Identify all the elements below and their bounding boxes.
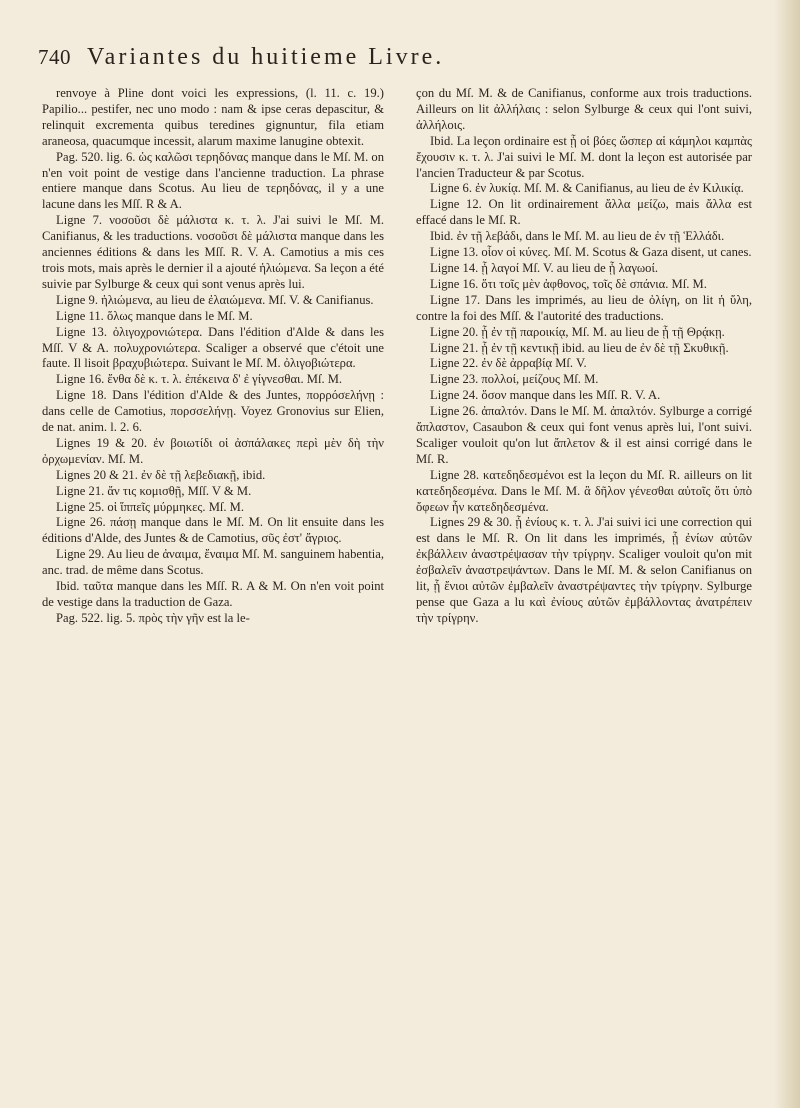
variant-note: Pag. 520. lig. 6. ὡς καλῶσι τερηδόνας manque dans le Mſ. M. on n'en voit point de vestige dans l'ancienne traduction. La phrase entiere manque dans Scotus. Au lieu de τερηδόνας, il y a une lacune dans les Mſſ. R & A. xyxy=(42,149,384,212)
variant-note: Ligne 12. On lit ordinairement ἄλλα μείζω, mais ἄλλα est effacé dans le Mſ. R. xyxy=(416,197,752,228)
variant-note: Ibid. ταῦτα manque dans les Mſſ. R. A & M. On n'en voit point de vestige dans la traduction de Gaza. xyxy=(42,579,384,609)
variant-note: Ligne 24. ὅσον manque dans les Mſſ. R. V. A. xyxy=(430,388,661,403)
variant-note: Ligne 9. ἡλιώμενα, au lieu de ἐλαιώμενα. Mſ. V. & Canifianus. xyxy=(56,292,374,307)
variant-note: Ligne 29. Au lieu de ἀναιμα, ἔναιμα Mſ. M. sanguinem habentia, anc. trad. de même dans Scotus. xyxy=(42,547,384,578)
variant-note: Lignes 19 & 20. ἐν βοιωτίδι οἱ ἀσπάλακες περὶ μὲν δὴ τὴν ὀρχωμενίαν. Mſ. M. xyxy=(42,435,384,466)
running-title: Variantes du huitieme Livre. xyxy=(87,44,445,70)
variant-note: Ligne 23. πολλοί, μείζους Mſ. M. xyxy=(430,372,599,387)
page-header xyxy=(38,44,758,78)
variant-note: Ligne 18. Dans l'édition d'Alde & des Juntes, πορρόσελήνῃ : dans celle de Camotius, πορσσελήνῃ. Voyez Gronovius sur Elien, de nat. anim. l. 2. 6. xyxy=(42,388,384,435)
variant-note: Ligne 11. ὅλως manque dans le Mſ. M. xyxy=(56,308,253,323)
variant-note: Ligne 21. ᾗ ἐν τῇ κεντικῇ ibid. au lieu de ἐν δὲ τῇ Σκυθικῇ. xyxy=(430,340,729,355)
variant-note: Ligne 26. ἀπαλτόν. Dans le Mſ. M. ἀπαλτόν. Sylburge a corrigé ἄπλαστον, Casaubon & ceux qui font venus après lui, l'ont suivi. Scaliger vouloit qu'on lut ἄπλετον & il est ainsi corrigé dans le Mſ. R. xyxy=(416,404,752,466)
variant-note: Ligne 16. ἔνθα δὲ κ. τ. λ. ἐπέκεινα δ' ἐ γίγνεσθαι. Mſ. M. xyxy=(56,372,343,387)
variant-note: Ligne 13. ὀλιγοχρονιώτερα. Dans l'édition d'Alde & dans les Mſſ. V & A. πολυχρονιώτερα. Scaliger a observé que c'étoit une faute. Il lisoit βραχυβιώτερα. Suivant le Mſ. M. ὀλιγοβιώτερα. xyxy=(42,324,384,371)
variant-note: Ligne 13. οἷον οἱ κύνες. Mſ. M. Scotus & Gaza disent, ut canes. xyxy=(430,245,752,260)
variant-note: Ligne 20. ᾗ ἐν τῇ παροικίᾳ, Mſ. M. au lieu de ᾗ τῇ Θρᾴκῃ. xyxy=(430,324,725,339)
page-number: 740 xyxy=(38,45,71,69)
variant-note: Ligne 22. ἐν δὲ ἀρραβίᾳ Mſ. V. xyxy=(430,356,587,371)
page-edge-shadow xyxy=(774,0,800,1108)
variant-note: Ligne 14. ᾗ λαγοί Mſ. V. au lieu de ᾗ λαγωοί. xyxy=(430,260,659,275)
variant-note: Ligne 6. ἐν λυκίᾳ. Mſ. M. & Canifianus, au lieu de ἐν Κιλικίᾳ. xyxy=(430,181,744,196)
variant-note: renvoye à Pline dont voici les expressions, (l. 11. c. 19.) Papilio... pestifer, nec uno modo : nam & ipse ceras depascitur, & relinquit excrementa quibus teredines gignuntur, fila etiam araneosa, quacumque incessit, alarum maxime lanugine obtexit. xyxy=(42,86,384,148)
right-column xyxy=(416,86,752,1086)
variant-note: Lignes 20 & 21. ἐν δὲ τῇ λεβεδιακῇ, ibid. xyxy=(56,467,266,482)
variant-note: Ligne 17. Dans les imprimés, au lieu de ὀλίγη, on lit ἡ ὕλη, contre la foi des Mſſ. & l'autorité des traductions. xyxy=(416,292,752,323)
variant-note: Ligne 26. πάσῃ manque dans le Mſ. M. On lit ensuite dans les éditions d'Alde, des Juntes & de Camotius, σῦς ἐστ' ἄγριος. xyxy=(42,515,384,546)
variant-note: Ligne 21. ἄν τις κομισθῇ, Mſſ. V & M. xyxy=(56,483,252,498)
variant-note: çon du Mſ. M. & de Canifianus, conforme aux trois traductions. Ailleurs on lit ἀλλήλαις : selon Sylburge & ceux qui l'ont suivi, ἀλλήλοις. xyxy=(416,86,752,132)
variant-note: Pag. 522. lig. 5. πρὸς τὴν γῆν est la le- xyxy=(56,610,250,625)
variant-note: Ligne 16. ὅτι τοῖς μὲν ἀφθονος, τοῖς δὲ σπάνια. Mſ. M. xyxy=(430,276,707,291)
variant-note: Ligne 25. οἱ ἵππεῖς μύρμηκες. Mſ. M. xyxy=(56,499,245,514)
variant-note: Ligne 28. κατεδηδεσμένοι est la leçon du Mſ. R. ailleurs on lit κατεδηδεσμένα. Dans le Mſ. M. ἃ δῆλον γένεσθαι αὐτοῖς ὅτι ὑπὸ ὄφεων ἦν κατεδηδεσμένα. xyxy=(416,467,752,514)
variant-note: Lignes 29 & 30. ᾗ ἐνίους κ. τ. λ. J'ai suivi ici une correction qui est dans le Mſ. R. On lit dans les imprimés, ᾗ ἐνίων αὐτῶν ἐκβάλλειν ἀναστρέψασαν τὴν τρίγρην. Scaliger vouloit qu'on mit ἐσβαλεῖν ἀναστρεψάντων. Dans le Mſ. M. & selon Canifianus on lit, ᾗ ἔνιοι αὐτῶν ἐμβαλεῖν ἀναστρέψαντες τὴν τρίγρην. Sylburge pense que Gaza a lu καὶ ἐνίους αὐτῶν ἐμβάλλοντας ἀνατρέπειν τὴν τρίγρην. xyxy=(416,515,752,625)
left-column xyxy=(42,86,384,1086)
variant-note: Ligne 7. νοσοῦσι δὲ μάλιστα κ. τ. λ. J'ai suivi le Mſ. M. Canifianus, & les traductions. νοσοῦσι δὲ μάλιστα manque dans les anciennes éditions & dans les Mſſ. R. V. A. Camotius a mis ces trois mots, mais après le dernier il a ajouté ἡλιώμενα. Sa leçon a été suivie par Sylburge & ceux qui sont venus après lui. xyxy=(42,213,384,291)
variant-note: Ibid. La leçon ordinaire est ᾗ οἱ βόες ὥσπερ αἱ κάμηλοι καμπὰς ἔχουσιν κ. τ. λ. J'ai suivi le Mſ. M. dont la leçon est autorisée par l'ancien Traducteur & par Scotus. xyxy=(416,133,752,180)
variant-note: Ibid. ἐν τῇ λεβάδι, dans le Mſ. M. au lieu de ἐν τῇ Ἑλλάδι. xyxy=(430,229,725,244)
